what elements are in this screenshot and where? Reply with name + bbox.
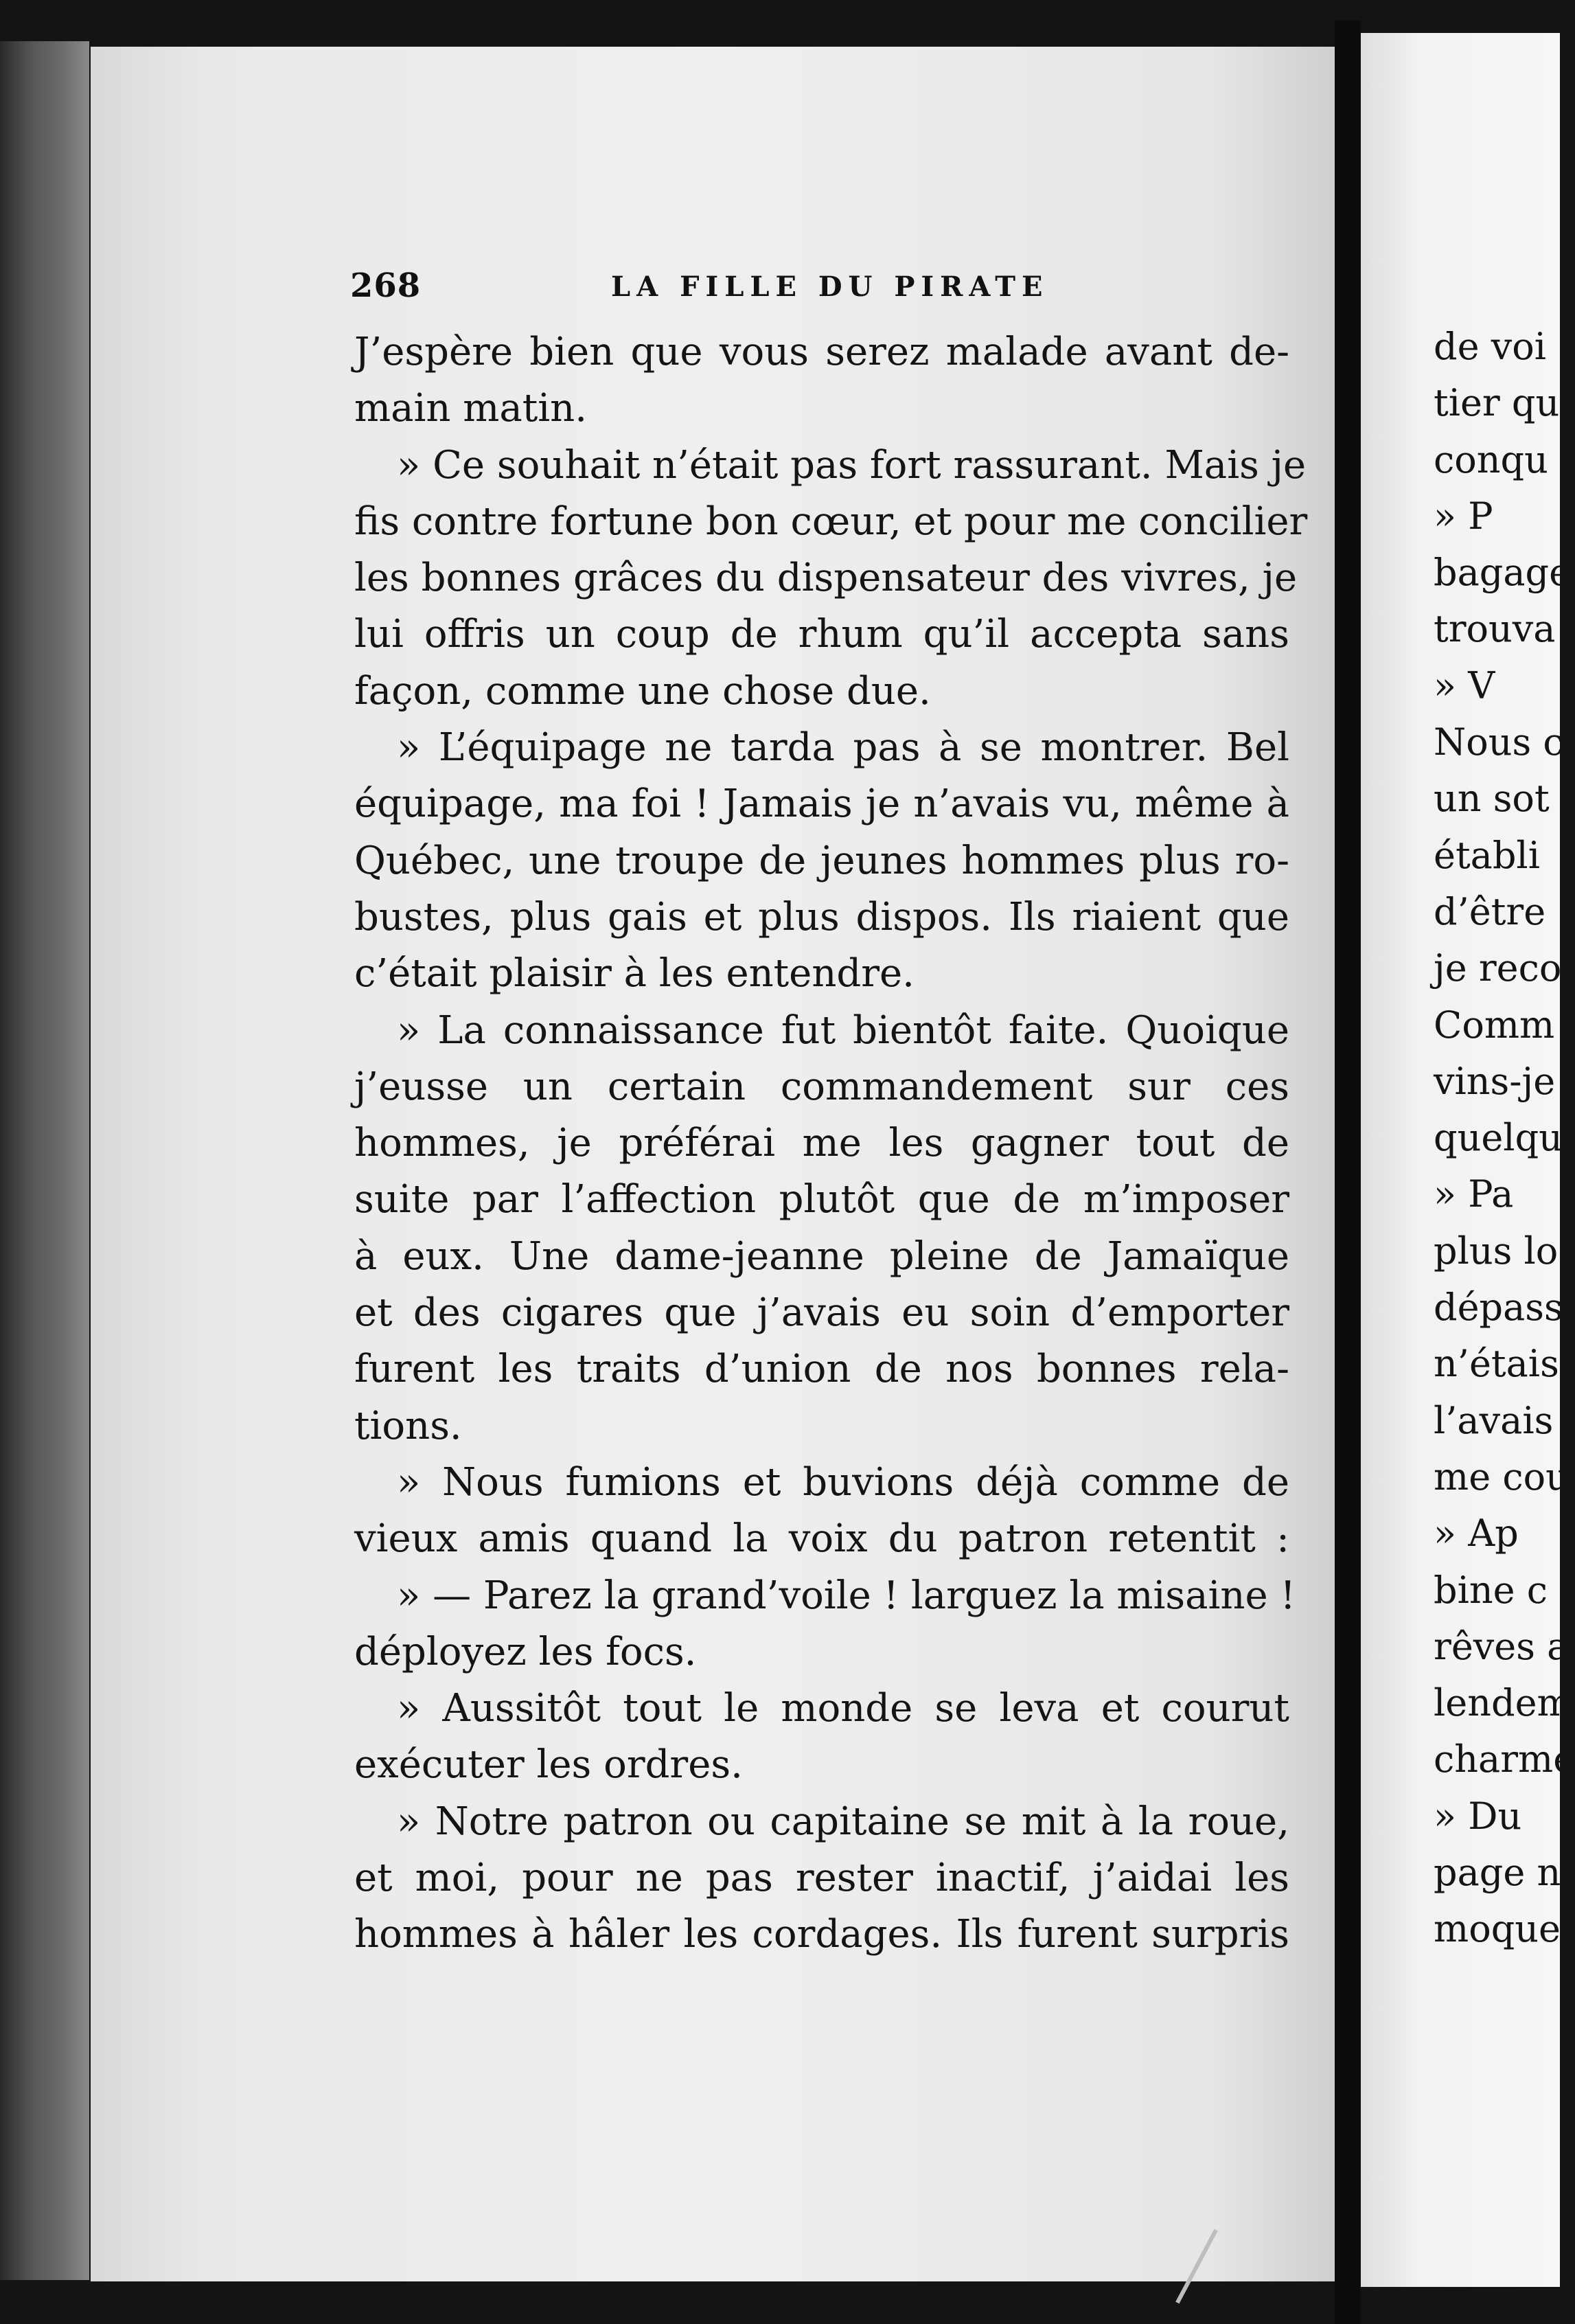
facing-text-line: rêves a <box>1434 1624 1570 1668</box>
book-spine-edge <box>0 41 89 2280</box>
text-line: » — Parez la grand’voile ! larguez la misaine ! <box>397 1573 1296 1618</box>
facing-text-line: charme <box>1434 1738 1575 1781</box>
facing-text-line: bagage <box>1434 551 1572 595</box>
facing-text-line: » Pa <box>1434 1172 1514 1216</box>
facing-text-line: dépass <box>1434 1286 1563 1330</box>
text-line: à eux. Une dame-jeanne pleine de Jamaïque <box>354 1233 1289 1279</box>
facing-text-line: trouva <box>1434 607 1556 651</box>
facing-text-line: d’être <box>1434 889 1546 933</box>
facing-text-line: bine c <box>1434 1568 1548 1612</box>
text-line: c’était plaisir à les entendre. <box>354 951 915 996</box>
facing-text-line: de voi <box>1434 325 1546 368</box>
text-line: » Aussitôt tout le monde se leva et courut <box>397 1686 1289 1731</box>
facing-text-line: page n <box>1434 1851 1561 1895</box>
text-line: fis contre fortune bon cœur, et pour me concilier <box>354 499 1308 544</box>
facing-text-line: » V <box>1434 663 1495 707</box>
page-number: 268 <box>350 266 422 305</box>
text-line: » La connaissance fut bientôt faite. Quoique <box>397 1007 1289 1053</box>
text-line: équipage, ma foi ! Jamais je n’avais vu, même à <box>354 782 1289 827</box>
text-line: furent les traits d’union de nos bonnes rela- <box>354 1347 1289 1392</box>
text-line: exécuter les ordres. <box>354 1742 743 1788</box>
facing-text-line: » Ap <box>1434 1512 1519 1556</box>
facing-page-text <box>1434 319 1575 1958</box>
text-line: et moi, pour ne pas rester inactif, j’aidai les <box>354 1856 1289 1901</box>
facing-text-line: conqu <box>1434 437 1548 481</box>
text-line: les bonnes grâces du dispensateur des vivres, je <box>354 556 1298 601</box>
text-line: et des cigares que j’avais eu soin d’emporter <box>354 1290 1289 1336</box>
text-line: façon, comme une chose due. <box>354 668 931 714</box>
facing-text-line: je reco <box>1434 946 1562 990</box>
facing-text-line: n’étais <box>1434 1342 1559 1386</box>
facing-text-line: Comm <box>1434 1003 1555 1047</box>
text-line: déployez les focs. <box>354 1629 697 1674</box>
book-gutter <box>1335 21 1361 2324</box>
facing-text-line: plus lo <box>1434 1229 1559 1273</box>
text-line: vieux amis quand la voix du patron retentit : <box>354 1516 1289 1562</box>
facing-text-line: » Du <box>1434 1794 1522 1838</box>
running-title: LA FILLE DU PIRATE <box>611 271 1049 303</box>
text-line: tions. <box>354 1403 462 1448</box>
text-line: main matin. <box>354 386 588 431</box>
text-line: J’espère bien que vous serez malade avant de- <box>354 330 1289 374</box>
text-line: » L’équipage ne tarda pas à se montrer. Bel <box>397 725 1289 771</box>
text-line: » Ce souhait n’était pas fort rassurant. Mais je <box>397 442 1307 488</box>
text-line: bustes, plus gais et plus dispos. Ils riaient que <box>354 894 1289 939</box>
running-header <box>350 266 1243 308</box>
text-line: Québec, une troupe de jeunes hommes plus ro- <box>354 838 1289 883</box>
text-line: hommes à hâler les cordages. Ils furent surpris <box>354 1912 1289 1957</box>
text-line: j’eusse un certain commandement sur ces <box>354 1064 1289 1109</box>
facing-text-line: quelqu <box>1434 1116 1563 1160</box>
facing-text-line: établi <box>1434 833 1540 877</box>
text-line: lui offris un coup de rhum qu’il accepta sans <box>354 612 1289 657</box>
facing-text-line: vins-je <box>1434 1059 1556 1103</box>
text-line: hommes, je préférai me les gagner tout de <box>354 1121 1289 1166</box>
facing-text-line: l’avais <box>1434 1398 1554 1442</box>
facing-text-line: Nous c <box>1434 720 1564 764</box>
text-line: suite par l’affection plutôt que de m’imposer <box>354 1177 1289 1222</box>
facing-text-line: tier qu <box>1434 381 1560 425</box>
facing-text-line: un sot <box>1434 777 1550 821</box>
text-line: » Nous fumions et buvions déjà comme de <box>397 1459 1289 1505</box>
text-line: » Notre patron ou capitaine se mit à la roue, <box>397 1799 1289 1844</box>
facing-text-line: moque <box>1434 1907 1561 1951</box>
facing-text-line: lendem <box>1434 1681 1572 1725</box>
facing-text-line: me cou <box>1434 1455 1570 1499</box>
facing-text-line: » P <box>1434 494 1493 538</box>
body-text <box>354 324 1308 1963</box>
